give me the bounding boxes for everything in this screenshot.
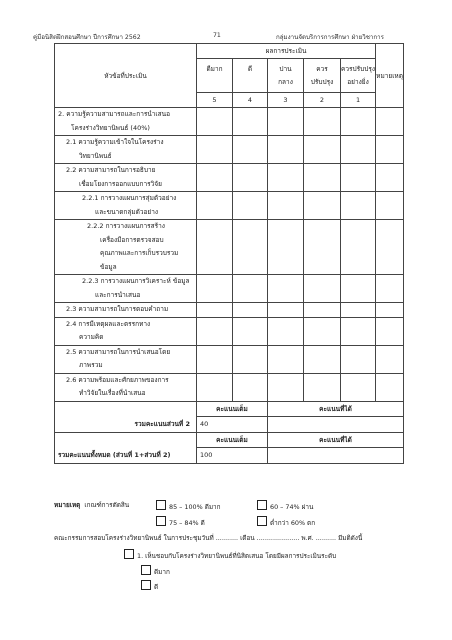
rating-cell[interactable] [268, 192, 304, 220]
level-label: ควรปรับปรุง [341, 64, 376, 73]
grade-good-label: 75 – 84% ดี [169, 519, 205, 527]
rating-cell[interactable] [268, 303, 304, 318]
table-row [55, 345, 404, 373]
level-header [233, 59, 268, 93]
full-score-header: คะแนนเต็ม [197, 401, 268, 416]
criteria-label: เกณฑ์การตัดสิน [84, 501, 130, 509]
remark-cell[interactable] [376, 345, 404, 373]
subtotal-label: รวมคะแนนส่วนที่ 2 [55, 416, 197, 432]
rating-cell[interactable] [341, 373, 376, 401]
criterion-cell [55, 164, 197, 192]
rating-cell[interactable] [197, 164, 233, 192]
level-label: ดีมาก [206, 64, 223, 73]
level-header [268, 59, 304, 93]
level-label-line2 [233, 76, 267, 89]
rating-cell[interactable] [197, 275, 233, 303]
obtained-score-header: คะแนนที่ได้ [268, 401, 404, 416]
rating-cell[interactable] [233, 373, 268, 401]
result-header: ผลการประเมิน [197, 44, 376, 59]
remark-cell[interactable] [376, 220, 404, 275]
level-label: ควร [316, 64, 328, 73]
grade-pass-label: 60 – 74% ผ่าน [270, 503, 314, 511]
remark-cell[interactable] [376, 164, 404, 192]
remark-header: หมายเหตุ [376, 44, 404, 108]
rating-cell[interactable] [304, 192, 341, 220]
rating-cell[interactable] [197, 108, 233, 136]
table-row [55, 303, 404, 318]
level-label: ปาน [279, 64, 292, 73]
level-header [341, 59, 376, 93]
approval-option-1-label: 1. เห็นชอบกับโครงร่างวิทยานิพนธ์ที่นิสิตเสนอ โดยมีผลการประเมินระดับ [137, 552, 337, 560]
rating-cell[interactable] [197, 373, 233, 401]
rating-cell[interactable] [233, 275, 268, 303]
table-row [55, 317, 404, 345]
criterion-text: ข้อมูล [100, 262, 117, 271]
criterion-text: ทำวิจัยในเรื่องที่นำเสนอ [79, 389, 146, 397]
rating-cell[interactable] [268, 275, 304, 303]
rating-cell[interactable] [268, 317, 304, 345]
rating-cell[interactable] [341, 164, 376, 192]
rating-cell[interactable] [304, 136, 341, 164]
rating-cell[interactable] [197, 303, 233, 318]
rating-cell[interactable] [233, 220, 268, 275]
rating-cell[interactable] [341, 220, 376, 275]
level-label-line2 [197, 76, 232, 89]
rating-cell[interactable] [341, 108, 376, 136]
criteria-header: หัวข้อที่ประเมิน [55, 44, 197, 108]
criterion-cell [55, 108, 197, 136]
level-score: 1 [341, 93, 376, 108]
level-label-line2: อย่างยิ่ง [347, 77, 369, 86]
criterion-text: และขนาดกลุ่มตัวอย่าง [95, 207, 159, 216]
level-score: 5 [197, 93, 233, 108]
level-label-line2: ปรับปรุง [310, 77, 334, 86]
evaluation-table [54, 43, 404, 464]
checkbox-icon[interactable] [124, 549, 134, 559]
criterion-text: 2.5 ความสามารถในการนำเสนอโดย [66, 347, 171, 356]
subtotal-full-score: 40 [197, 416, 268, 432]
criterion-text: 2.3 ความสามารถในการตอบคำถาม [66, 305, 169, 313]
criterion-text: 2.2.3 การวางแผนการวิเคราะห์ ข้อมูล [82, 277, 190, 285]
rating-cell[interactable] [233, 136, 268, 164]
remark-cell[interactable] [376, 275, 404, 303]
rating-cell[interactable] [233, 164, 268, 192]
rating-cell[interactable] [341, 303, 376, 318]
header-right: กลุ่มงานจัดบริการการศึกษา ฝ่ายวิชาการ [276, 34, 384, 41]
criterion-text: 2.2.1 การวางแผนการสุ่มตัวอย่าง [82, 194, 177, 202]
rating-cell[interactable] [233, 317, 268, 345]
rating-cell[interactable] [268, 345, 304, 373]
rating-cell[interactable] [233, 345, 268, 373]
rating-cell[interactable] [197, 345, 233, 373]
criterion-cell [55, 317, 197, 345]
criterion-text: 2.2.2 การวางแผนการสร้าง [87, 222, 165, 230]
remark-cell[interactable] [376, 317, 404, 345]
table-row [55, 136, 404, 164]
criterion-cell [55, 275, 197, 303]
total-label: รวมคะแนนทั้งหมด (ส่วนที่ 1+ส่วนที่ 2) [55, 447, 197, 463]
rating-cell[interactable] [197, 220, 233, 275]
rating-cell[interactable] [304, 164, 341, 192]
sub-option-good [141, 580, 158, 592]
criterion-text: 2.1 ความรู้ความเข้าใจในโครงร่าง [66, 138, 164, 146]
criterion-cell [55, 220, 197, 275]
criterion-text: เชื่อมโยงการออกแบบการวิจัย [79, 179, 162, 188]
remark-cell[interactable] [376, 192, 404, 220]
level-label: ดี [247, 64, 253, 73]
rating-cell[interactable] [341, 192, 376, 220]
level-header [197, 59, 233, 93]
rating-cell[interactable] [233, 192, 268, 220]
rating-cell[interactable] [304, 303, 341, 318]
criterion-cell [55, 373, 197, 401]
rating-cell[interactable] [304, 275, 341, 303]
rating-cell[interactable] [268, 136, 304, 164]
criterion-text: และการนำเสนอ [95, 290, 141, 299]
subtotal-obtained-cell[interactable] [268, 416, 404, 432]
committee-statement: คณะกรรมการสอบโครงร่างวิทยานิพนธ์ ในการประชุมวันที่ ........... เดือน ..................... พ.ศ. .......... มีมติดังนี้ [54, 534, 363, 542]
level-score: 4 [233, 93, 268, 108]
grade-fail-label: ต่ำกว่า 60% ตก [270, 519, 316, 527]
rating-cell[interactable] [341, 136, 376, 164]
criterion-text: เครื่องมือการตรวจสอบ [100, 235, 164, 244]
rating-cell[interactable] [268, 164, 304, 192]
checkbox-icon[interactable] [141, 565, 151, 575]
total-obtained-cell[interactable] [268, 447, 404, 463]
rating-cell[interactable] [304, 317, 341, 345]
rating-cell[interactable] [341, 345, 376, 373]
rating-cell[interactable] [197, 192, 233, 220]
rating-cell[interactable] [304, 108, 341, 136]
criterion-cell [55, 136, 197, 164]
obtained-score-header-2: คะแนนที่ได้ [268, 432, 404, 447]
header-left: คู่มือนิสิตฝึกสอนศึกษา ปีการศึกษา 2562 [33, 34, 141, 41]
rating-cell[interactable] [197, 136, 233, 164]
rating-cell[interactable] [268, 373, 304, 401]
checkbox-icon[interactable] [156, 500, 166, 510]
rating-cell[interactable] [341, 317, 376, 345]
page-number: 71 [213, 32, 221, 39]
criterion-text: 2. ความรู้ความสามารถและการนำเสนอ [58, 110, 170, 118]
rating-cell[interactable] [304, 220, 341, 275]
rating-cell[interactable] [197, 317, 233, 345]
criterion-text: โครงร่างวิทยานิพนธ์ (40%) [71, 123, 150, 132]
table-row [55, 373, 404, 401]
criterion-text: ภาพรวม [79, 361, 103, 369]
level-header [304, 59, 341, 93]
full-score-header-2: คะแนนเต็ม [197, 432, 268, 447]
checkbox-icon[interactable] [141, 580, 151, 590]
rating-cell[interactable] [233, 303, 268, 318]
rating-cell[interactable] [304, 373, 341, 401]
table-row [55, 220, 404, 275]
remark-cell[interactable] [376, 373, 404, 401]
rating-cell[interactable] [304, 345, 341, 373]
rating-cell[interactable] [233, 108, 268, 136]
criterion-text: 2.2 ความสามารถในการอธิบาย [66, 166, 156, 174]
level-score: 2 [304, 93, 341, 108]
checkbox-icon[interactable] [257, 500, 267, 510]
criterion-text: วิทยานิพนธ์ [79, 151, 112, 160]
remark-cell[interactable] [376, 303, 404, 318]
criterion-cell [55, 345, 197, 373]
grade-good [156, 516, 205, 528]
level-score: 3 [268, 93, 304, 108]
criterion-text: คุณภาพและการเก็บรวบรวม [100, 249, 179, 257]
sub-option-good-label: ดี [154, 583, 159, 591]
approval-option-1 [124, 549, 336, 561]
note-label: หมายเหตุ [54, 501, 81, 509]
sub-option-excellent-label: ดีมาก [154, 568, 170, 576]
sub-option-excellent [141, 565, 170, 577]
grade-excellent-label: 85 – 100% ดีมาก [169, 503, 221, 511]
grade-pass [257, 500, 313, 512]
table-row [55, 164, 404, 192]
level-label-line2: กลาง [278, 77, 293, 86]
checkbox-icon[interactable] [156, 516, 166, 526]
table-row [55, 192, 404, 220]
criterion-text: 2.6 ความพร้อมและศักยภาพของการ [66, 375, 169, 384]
criterion-cell [55, 303, 197, 318]
grade-excellent [156, 500, 221, 512]
rating-cell[interactable] [268, 220, 304, 275]
rating-cell[interactable] [341, 275, 376, 303]
criterion-text: 2.4 การมีเหตุผลและตรรกทาง [66, 319, 151, 328]
criterion-cell [55, 192, 197, 220]
criteria-note [54, 500, 129, 510]
total-full-score: 100 [197, 447, 268, 463]
grade-fail [257, 516, 315, 528]
checkbox-icon[interactable] [257, 516, 267, 526]
table-row [55, 108, 404, 136]
remark-cell[interactable] [376, 108, 404, 136]
table-row [55, 275, 404, 303]
rating-cell[interactable] [268, 108, 304, 136]
criterion-text: ความคิด [79, 333, 104, 341]
remark-cell[interactable] [376, 136, 404, 164]
